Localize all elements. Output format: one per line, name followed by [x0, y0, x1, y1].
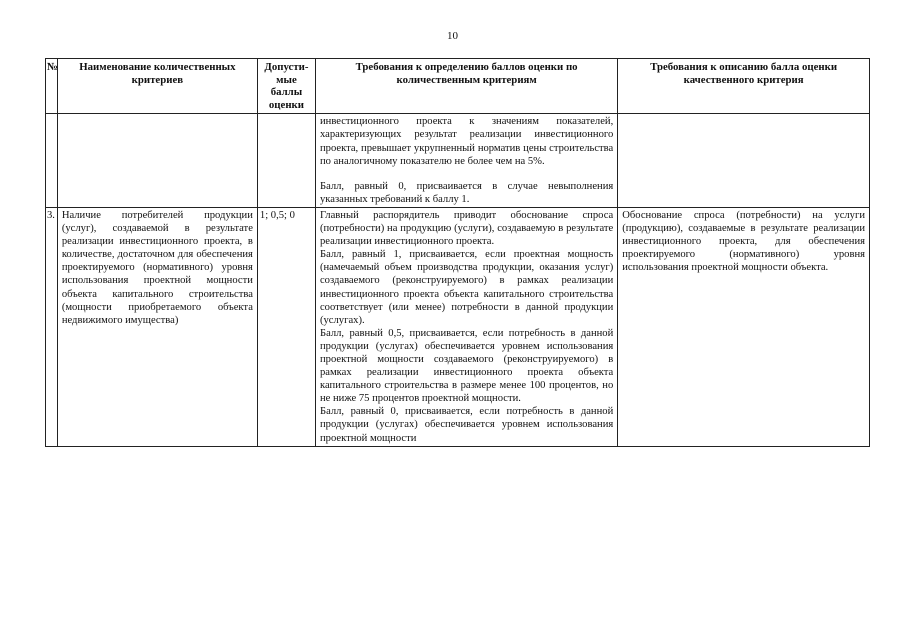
header-requirements-qual: Требования к описанию балла оценки качественного критерия [618, 59, 870, 114]
row3-name: Наличие потребителей продукции (услуг), создаваемой в результате реализации инвестиционного проекта, в количестве, достаточном для обеспечения проектируемого (нормативного) уровня использования проектной мощности объекта капитального строительства (мощности приобретаемого объекта недвижимого имущества) [57, 207, 257, 446]
header-requirements-quant: Требования к определению баллов оценки по количественным критериям [315, 59, 617, 114]
header-points: Допусти-мые баллы оценки [257, 59, 315, 114]
cont-requirements-paragraph: Балл, равный 0, присваивается в случае невыполнения указанных требований к баллу 1. [319, 180, 614, 205]
cont-num-cell [46, 114, 58, 208]
header-name: Наименование количественных критериев [57, 59, 257, 114]
cont-requirements-paragraph: инвестиционного проекта к значениям показателей, характеризующих результат реализации инвестиционного проекта, превышает укрупненный норматив цены строительства по аналогичному показателю не более чем на 5%. [319, 116, 614, 167]
table-row [46, 207, 870, 446]
row3-points: 1; 0,5; 0 [257, 207, 315, 446]
cont-name-cell [57, 114, 257, 208]
row3-requirements-paragraph: Главный распорядитель приводит обоснование спроса (потребности) на продукцию (услуги), создаваемую в результате реализации инвестиционного проекта. [319, 209, 614, 248]
cont-points-cell [257, 114, 315, 208]
page-number: 10 [447, 30, 458, 42]
criteria-table [45, 58, 870, 447]
row3-requirements-paragraph: Балл, равный 0, присваивается, если потребность в данной продукции (услугах) обеспечивается уровнем использования проектной мощности [319, 406, 614, 444]
cont-requirements-quant-cell [315, 114, 617, 208]
row3-requirements-qual: Обоснование спроса (потребности) на услуги (продукцию), создаваемые в результате реализации инвестиционного проекта, для обеспечения проектируемого (нормативного) уровня использования проектной мощности объекта. [618, 207, 870, 446]
row3-requirements-paragraph: Балл, равный 0,5, присваивается, если потребность в данной продукции (услугах) обеспечивается уровнем использования проектной мощности создаваемого (реконструируемого) в рамках реализации инвестиционного проекта объекта капитального строительства в размере менее 100 процентов, но не ниже 75 процентов проектной мощности. [319, 327, 614, 405]
row3-num: 3. [46, 207, 58, 446]
table-row [46, 114, 870, 208]
row3-requirements-paragraph: Балл, равный 1, присваивается, если проектная мощность (намечаемый объем производства продукции, оказания услуг) создаваемого (реконструируемого) в рамках реализации инвестиционного проекта объекта капитального строительства соответствует (или менее) потребности в данной продукции (услугах). [319, 249, 614, 326]
row3-requirements-quant-cell [315, 207, 617, 446]
cont-requirements-qual-cell [618, 114, 870, 208]
header-num: № [46, 59, 58, 114]
table-header-row [46, 59, 870, 114]
